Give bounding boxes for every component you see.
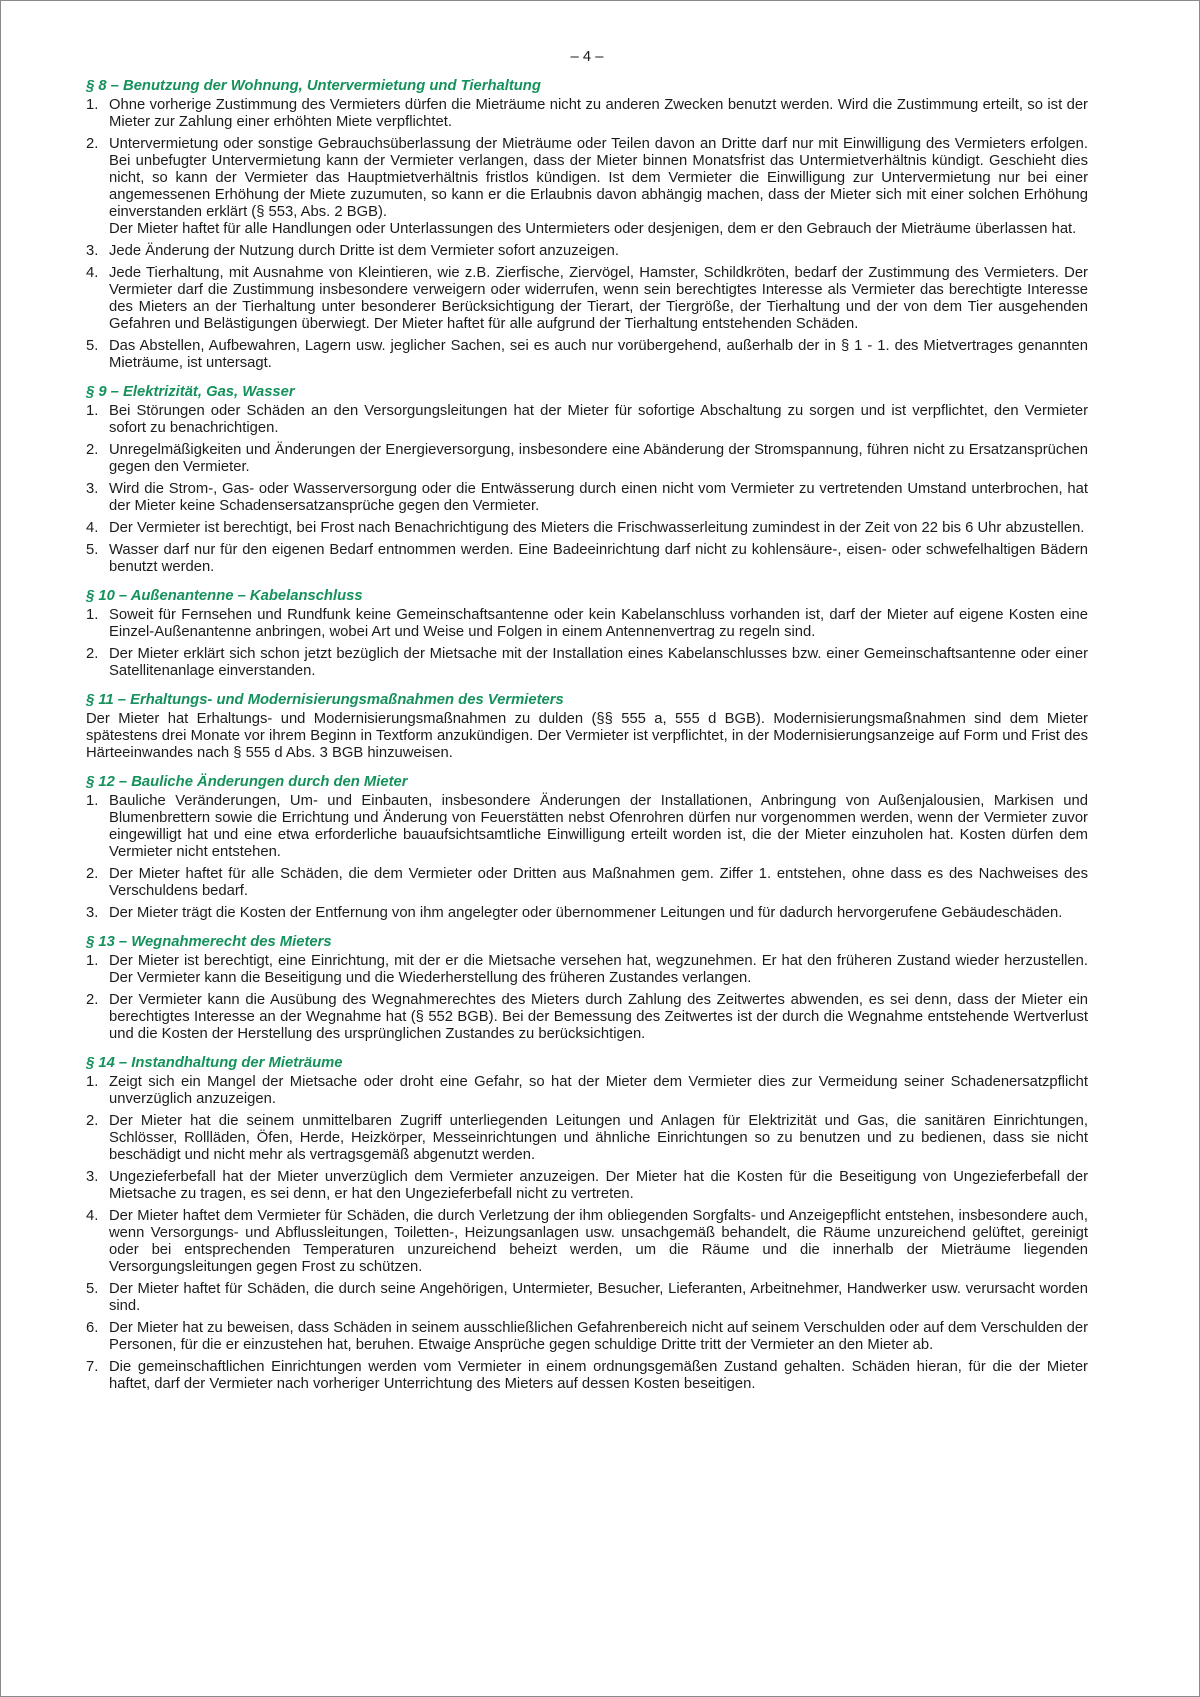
list-item	[86, 243, 1088, 260]
section-title: § 11 – Erhaltungs- und Modernisierungsmaßnahmen des Vermieters	[86, 692, 564, 708]
page-number: – 4 –	[570, 49, 604, 65]
item-text	[109, 866, 1088, 900]
section	[86, 774, 1088, 922]
list-item	[86, 1113, 1088, 1164]
item-paragraph: Der Mieter hat zu beweisen, dass Schäden in seinem ausschließlichen Gefahrenbereich nicht auf seinem Verschulden oder auf dem Verschulden der Personen, für die er einzustehen hat, beruhen. Etwaige Ansprüche gegen schuldige Dritte tritt der Vermieter an den Mieter ab.	[109, 1320, 1088, 1353]
item-text	[109, 953, 1088, 987]
item-number: 7.	[86, 1359, 99, 1375]
list-item	[86, 905, 1088, 922]
item-number: 4.	[86, 1208, 99, 1224]
section	[86, 78, 1088, 372]
list-item	[86, 1359, 1088, 1393]
item-text	[109, 1281, 1088, 1315]
item-paragraph: Untervermietung oder sonstige Gebrauchsüberlassung der Mieträume oder Teilen davon an Dritte darf nur mit Einwilligung des Vermieters erfolgen. Bei unbefugter Untervermietung kann der Vermieter verlangen, dass der Mieter binnen Monatsfrist das Untermietverhältnis kündigt. Geschieht dies nicht, so kann der Vermieter das Hauptmietverhältnis fristlos kündigen. Ist dem Vermieter die Einwilligung zur Untervermietung nur bei einer angemessenen Erhöhung der Miete zuzumuten, so kann er die Erlaubnis davon abhängig machen, dass der Mieter sich mit einer solchen Erhöhung einverstanden erklärt (§ 553, Abs. 2 BGB).	[109, 136, 1088, 220]
item-number: 1.	[86, 953, 99, 969]
section-title: § 12 – Bauliche Änderungen durch den Mieter	[86, 774, 408, 790]
item-text	[109, 793, 1088, 861]
section-title: § 8 – Benutzung der Wohnung, Untervermietung und Tierhaltung	[86, 78, 541, 94]
item-paragraph: Der Mieter ist berechtigt, eine Einrichtung, mit der er die Mietsache versehen hat, wegzunehmen. Er hat den früheren Zustand wieder herzustellen. Der Vermieter kann die Beseitigung und die Wiederherstellung des früheren Zustandes verlangen.	[109, 953, 1088, 986]
item-paragraph: Der Mieter haftet für alle Schäden, die dem Vermieter oder Dritten aus Maßnahmen gem. Ziffer 1. entstehen, ohne dass es des Nachweises des Verschuldens bedarf.	[109, 866, 1088, 899]
item-paragraph: Soweit für Fernsehen und Rundfunk keine Gemeinschaftsantenne oder kein Kabelanschluss vorhanden ist, darf der Mieter auf eigene Kosten eine Einzel-Außenantenne anbringen, wobei Art und Weise und Folgen in einem Antennenvertrag zu regeln sind.	[109, 607, 1088, 640]
item-number: 2.	[86, 136, 99, 152]
list-item	[86, 1169, 1088, 1203]
item-number: 5.	[86, 338, 99, 354]
item-text	[109, 136, 1088, 238]
item-number: 3.	[86, 1169, 99, 1185]
item-text	[109, 905, 1088, 922]
list-item	[86, 338, 1088, 372]
item-paragraph: Das Abstellen, Aufbewahren, Lagern usw. jeglicher Sachen, sei es auch nur vorübergehend, außerhalb der in § 1 - 1. des Mietvertrages genannten Mieträume, ist untersagt.	[109, 338, 1088, 371]
item-text	[109, 542, 1088, 576]
item-number: 6.	[86, 1320, 99, 1336]
list-item	[86, 1074, 1088, 1108]
item-number: 1.	[86, 1074, 99, 1090]
list-item	[86, 866, 1088, 900]
item-paragraph: Jede Tierhaltung, mit Ausnahme von Kleintieren, wie z.B. Zierfische, Ziervögel, Hamster, Schildkröten, bedarf der Zustimmung des Vermieters. Der Vermieter darf die Zustimmung insbesondere verweigern oder widerrufen, wenn sein berechtigtes Interesse als Vermieter das berechtigte Interesse des Mieters an der Tierhaltung unter besonderer Berücksichtigung der Tierart, der Tiergröße, der Tierhaltung und der von dem Tier ausgehenden Gefahren und Belästigungen überwiegt. Der Mieter haftet für alle aufgrund der Tierhaltung entstehenden Schäden.	[109, 265, 1088, 332]
list-item	[86, 97, 1088, 131]
item-text	[109, 97, 1088, 131]
item-text	[109, 338, 1088, 372]
item-paragraph: Der Mieter erklärt sich schon jetzt bezüglich der Mietsache mit der Installation eines Kabelanschlusses bzw. einer Gemeinschaftsantenne oder einer Satellitenanlage einverstanden.	[109, 646, 1088, 679]
item-number: 3.	[86, 481, 99, 497]
item-number: 5.	[86, 1281, 99, 1297]
list-item	[86, 793, 1088, 861]
item-paragraph: Der Mieter haftet für alle Handlungen oder Unterlassungen des Untermieters oder desjenigen, dem er den Gebrauch der Mieträume überlassen hat.	[109, 221, 1077, 237]
section	[86, 934, 1088, 1043]
item-text	[109, 1074, 1088, 1108]
list-item	[86, 607, 1088, 641]
section-title: § 9 – Elektrizität, Gas, Wasser	[86, 384, 295, 400]
list-item	[86, 520, 1088, 537]
item-text	[109, 442, 1088, 476]
list-item	[86, 953, 1088, 987]
section-paragraph: Der Mieter hat Erhaltungs- und Modernisierungsmaßnahmen zu dulden (§§ 555 a, 555 d BGB). Modernisierungsmaßnahmen sind dem Mieter spätestens drei Monate vor ihrem Beginn in Textform anzukündigen. Der Vermieter ist verpflichtet, in der Modernisierungsanzeige auf Form und Frist des Härteeinwandes nach § 555 d Abs. 3 BGB hinzuweisen.	[86, 711, 1088, 761]
item-text	[109, 481, 1088, 515]
item-number: 1.	[86, 793, 99, 809]
list-item	[86, 1281, 1088, 1315]
item-number: 4.	[86, 520, 99, 536]
item-paragraph: Der Mieter hat die seinem unmittelbaren Zugriff unterliegenden Leitungen und Anlagen für Elektrizität und Gas, die sanitären Einrichtungen, Schlösser, Rollläden, Öfen, Herde, Heizkörper, Messeinrichtungen und ähnliche Einrichtungen so zu benutzen und zu bedienen, dass sie nicht beschädigt und nicht mehr als vertragsgemäß abgenutzt werden.	[109, 1113, 1088, 1163]
item-text	[109, 243, 1088, 260]
list-item	[86, 1320, 1088, 1354]
page-content	[86, 49, 1088, 1398]
item-text	[109, 403, 1088, 437]
list-item	[86, 481, 1088, 515]
item-number: 2.	[86, 442, 99, 458]
section	[86, 588, 1088, 680]
item-number: 2.	[86, 866, 99, 882]
list-item	[86, 542, 1088, 576]
item-paragraph: Jede Änderung der Nutzung durch Dritte ist dem Vermieter sofort anzuzeigen.	[109, 243, 619, 259]
item-number: 4.	[86, 265, 99, 281]
item-text	[109, 1113, 1088, 1164]
list-item	[86, 403, 1088, 437]
item-paragraph: Bauliche Veränderungen, Um- und Einbauten, insbesondere Änderungen der Installationen, Anbringung von Außenjalousien, Markisen und Blumenbrettern sowie die Errichtung und Änderung von Feuerstätten nebst Ofenrohren dürfen nur vorgenommen werden, wenn der Vermieter zuvor eingewilligt hat und eine etwa erforderliche bauaufsichtsamtliche Einwilligung erteilt worden ist, die der Mieter einzuholen hat. Kosten dürfen dem Vermieter nicht entstehen.	[109, 793, 1088, 860]
item-paragraph: Der Vermieter ist berechtigt, bei Frost nach Benachrichtigung des Mieters die Frischwasserleitung zumindest in der Zeit von 22 bis 6 Uhr abzustellen.	[109, 520, 1085, 536]
item-text	[109, 992, 1088, 1043]
list-item	[86, 442, 1088, 476]
item-paragraph: Wird die Strom-, Gas- oder Wasserversorgung oder die Entwässerung durch einen nicht vom Vermieter zu vertretenden Umstand unterbrochen, hat der Mieter keine Schadensersatzansprüche gegen den Vermieter.	[109, 481, 1088, 514]
section-title: § 10 – Außenantenne – Kabelanschluss	[86, 588, 363, 604]
item-paragraph: Der Mieter haftet dem Vermieter für Schäden, die durch Verletzung der ihm obliegenden Sorgfalts- und Anzeigepflicht entstehen, insbesondere auch, wenn Versorgungs- und Abflussleitungen, Toiletten-, Heizungsanlagen usw. unsachgemäß behandelt, die Räume unzureichend gelüftet, gereinigt oder bei entsprechenden Temperaturen unzureichend beheizt werden, um die Räume und die innerhalb der Mieträume liegenden Versorgungsleitungen gegen Frost zu schützen.	[109, 1208, 1088, 1275]
section	[86, 384, 1088, 576]
section-title: § 14 – Instandhaltung der Mieträume	[86, 1055, 343, 1071]
item-text	[109, 646, 1088, 680]
item-paragraph: Ungezieferbefall hat der Mieter unverzüglich dem Vermieter anzuzeigen. Der Mieter hat die Kosten für die Beseitigung von Ungezieferbefall der Mietsache zu tragen, es sei denn, er hat den Ungezieferbefall nicht zu vertreten.	[109, 1169, 1088, 1202]
item-number: 2.	[86, 1113, 99, 1129]
item-text	[109, 265, 1088, 333]
item-number: 1.	[86, 403, 99, 419]
item-number: 1.	[86, 607, 99, 623]
item-text	[109, 1359, 1088, 1393]
sections-container	[86, 78, 1088, 1393]
item-text	[109, 1320, 1088, 1354]
section-title: § 13 – Wegnahmerecht des Mieters	[86, 934, 332, 950]
item-number: 1.	[86, 97, 99, 113]
item-number: 5.	[86, 542, 99, 558]
item-number: 2.	[86, 646, 99, 662]
item-paragraph: Zeigt sich ein Mangel der Mietsache oder droht eine Gefahr, so hat der Mieter dem Vermieter dies zur Vermeidung seiner Schadenersatzpflicht unverzüglich anzuzeigen.	[109, 1074, 1088, 1107]
list-item	[86, 646, 1088, 680]
item-paragraph: Ohne vorherige Zustimmung des Vermieters dürfen die Mieträume nicht zu anderen Zwecken benutzt werden. Wird die Zustimmung erteilt, so ist der Mieter zur Zahlung einer erhöhten Miete verpflichtet.	[109, 97, 1088, 130]
item-number: 3.	[86, 905, 99, 921]
item-paragraph: Bei Störungen oder Schäden an den Versorgungsleitungen hat der Mieter für sofortige Abschaltung zu sorgen und ist verpflichtet, den Vermieter sofort zu benachrichtigen.	[109, 403, 1088, 436]
list-item	[86, 265, 1088, 333]
item-text	[109, 1208, 1088, 1276]
section	[86, 1055, 1088, 1393]
list-item	[86, 136, 1088, 238]
item-text	[109, 520, 1088, 537]
item-paragraph: Der Mieter haftet für Schäden, die durch seine Angehörigen, Untermieter, Besucher, Lieferanten, Arbeitnehmer, Handwerker usw. verursacht worden sind.	[109, 1281, 1088, 1314]
list-item	[86, 992, 1088, 1043]
list-item	[86, 1208, 1088, 1276]
item-paragraph: Unregelmäßigkeiten und Änderungen der Energieversorgung, insbesondere eine Abänderung der Stromspannung, führen nicht zu Ersatzansprüchen gegen den Vermieter.	[109, 442, 1088, 475]
item-paragraph: Der Vermieter kann die Ausübung des Wegnahmerechtes des Mieters durch Zahlung des Zeitwertes abwenden, es sei denn, dass der Mieter ein berechtigtes Interesse an der Wegnahme hat (§ 552 BGB). Bei der Bemessung des Zeitwertes ist der durch die Wegnahme entstehende Wertverlust und die Kosten der Herstellung des ursprünglichen Zustandes zu berücksichtigen.	[109, 992, 1088, 1042]
item-paragraph: Wasser darf nur für den eigenen Bedarf entnommen werden. Eine Badeeinrichtung darf nicht zu kohlensäure-, eisen- oder schwefelhaltigen Bädern benutzt werden.	[109, 542, 1088, 575]
item-number: 2.	[86, 992, 99, 1008]
item-paragraph: Der Mieter trägt die Kosten der Entfernung von ihm angelegter oder übernommener Leitungen und für dadurch hervorgerufene Gebäudeschäden.	[109, 905, 1063, 921]
item-number: 3.	[86, 243, 99, 259]
item-text	[109, 607, 1088, 641]
section	[86, 692, 1088, 762]
item-paragraph: Die gemeinschaftlichen Einrichtungen werden vom Vermieter in einem ordnungsgemäßen Zustand gehalten. Schäden hieran, für die der Mieter haftet, darf der Vermieter nach vorheriger Unterrichtung des Mieters auf dessen Kosten beseitigen.	[109, 1359, 1088, 1392]
item-text	[109, 1169, 1088, 1203]
